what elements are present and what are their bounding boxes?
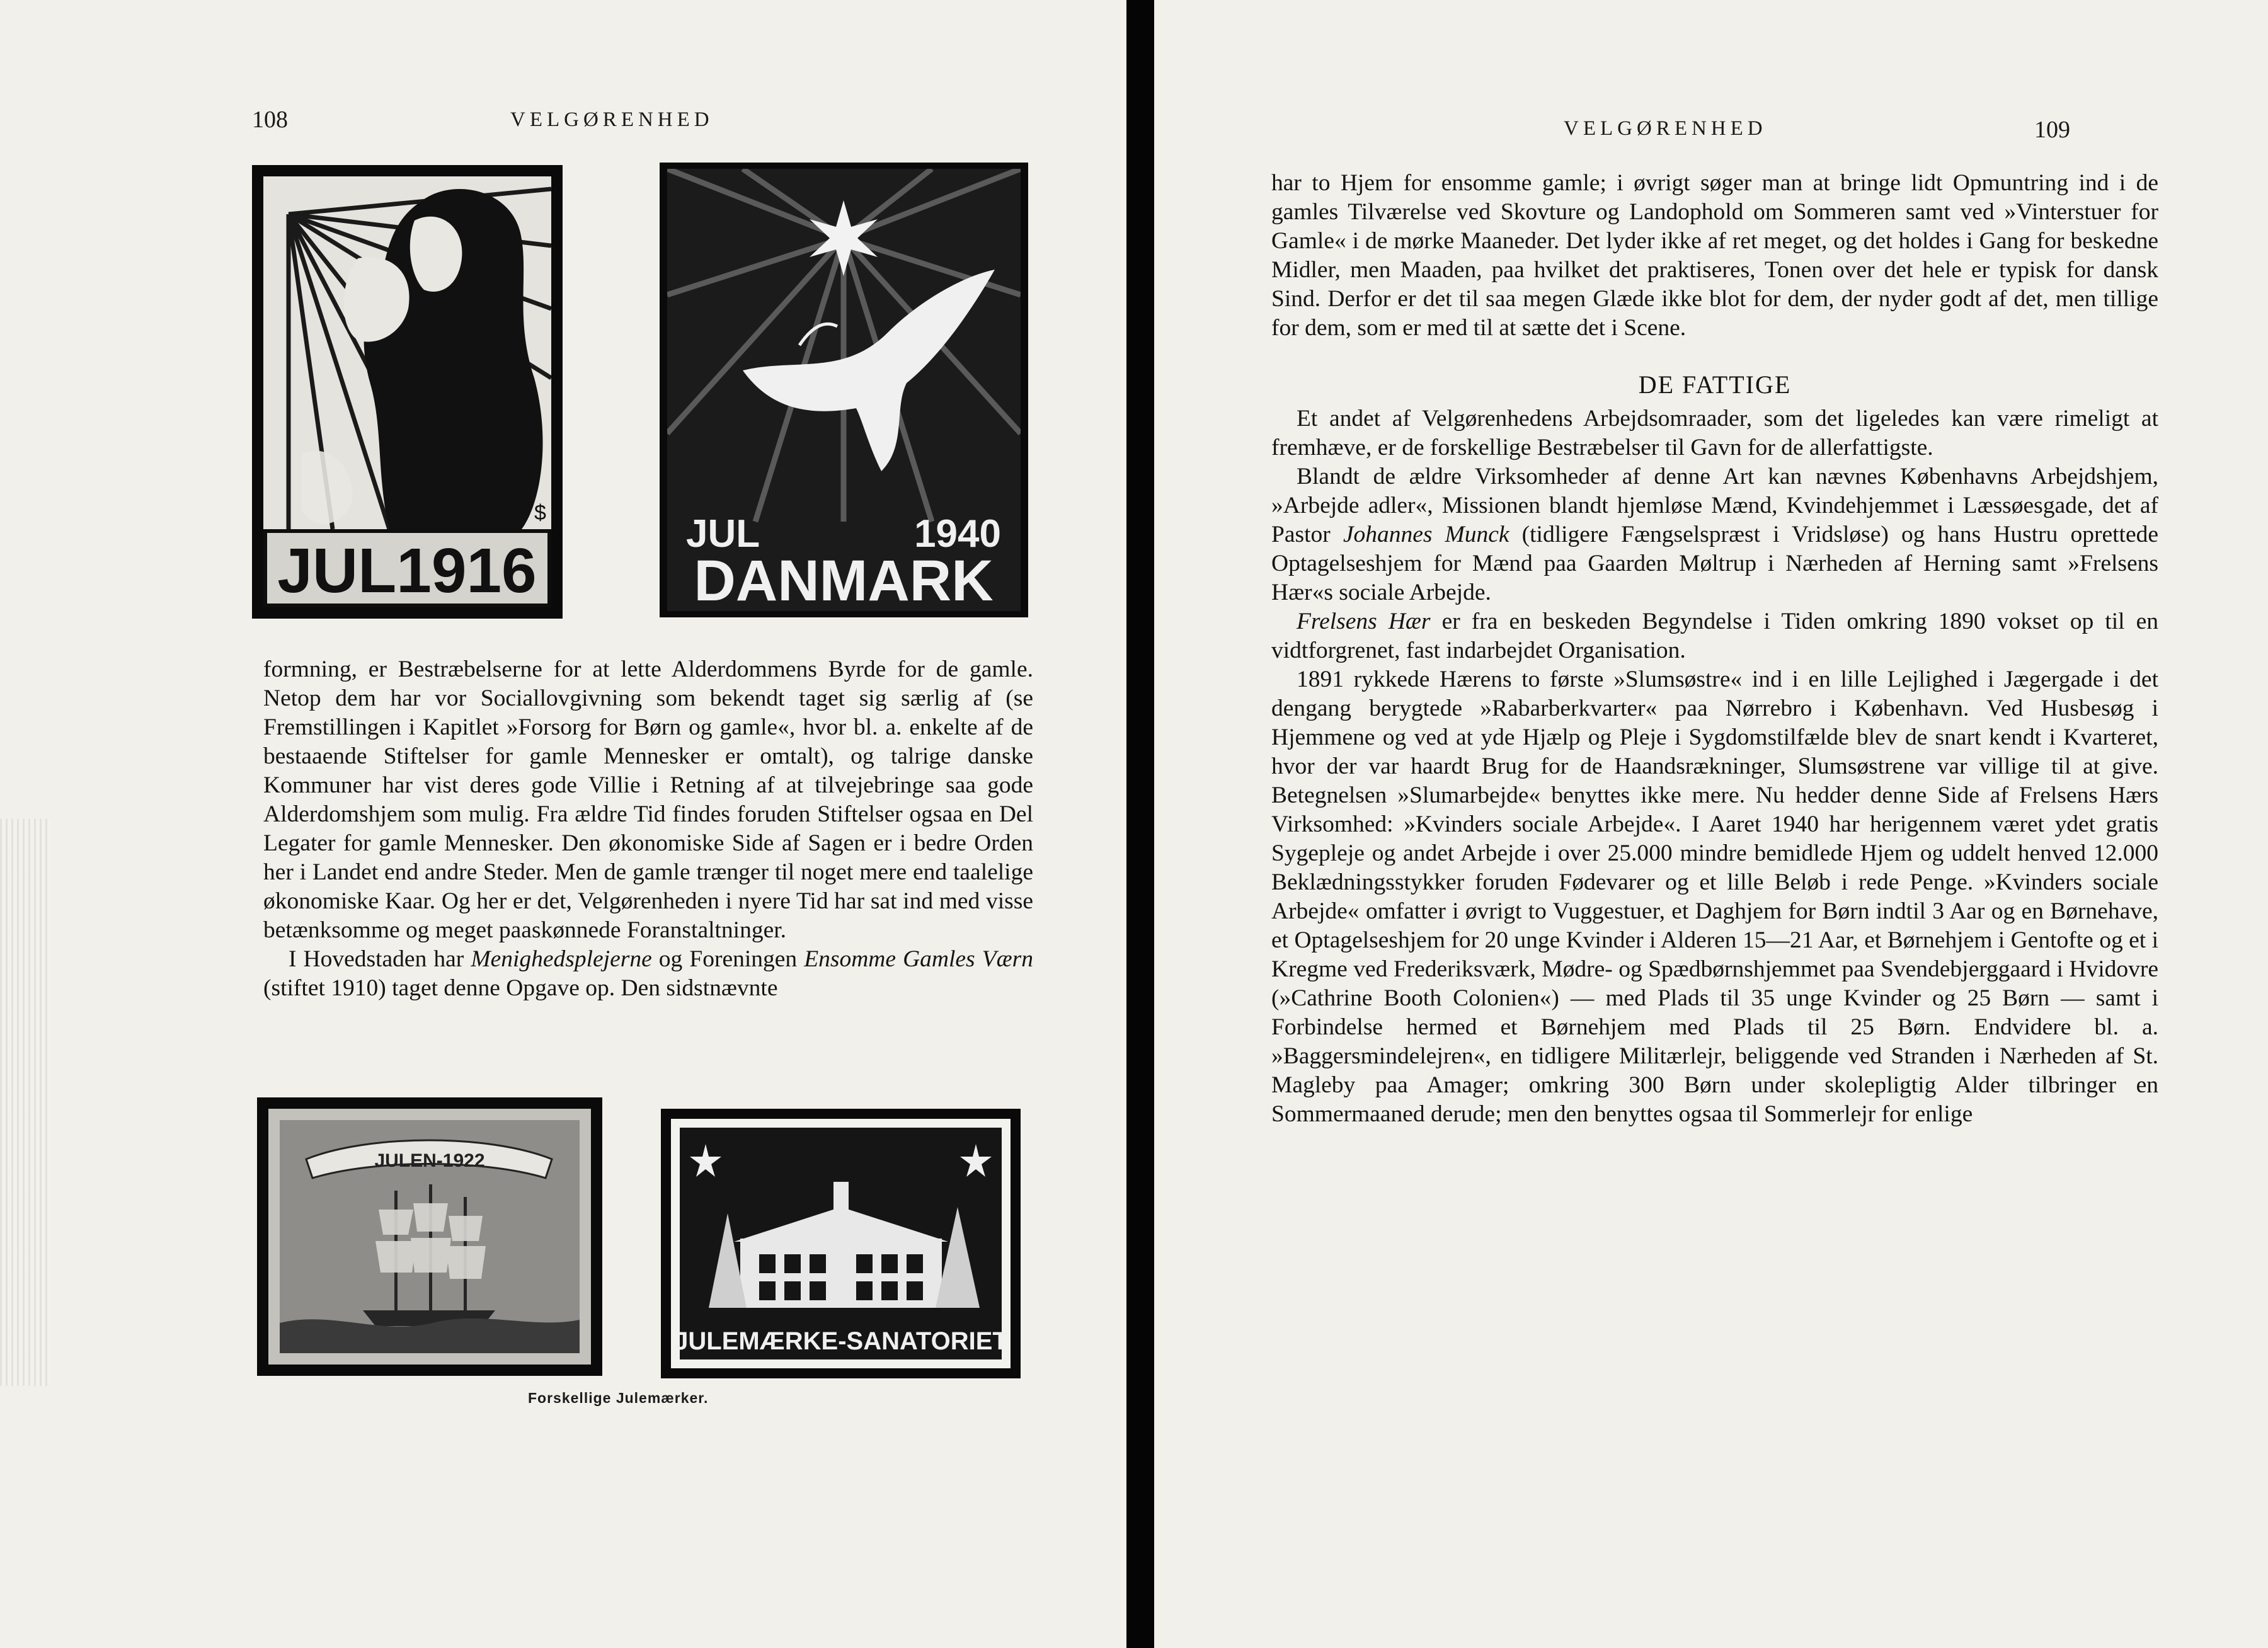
left-paragraph-2: I Hovedstaden har Menighedsplejerne og Foreningen Ensomme Gamles Værn (stiftet 1910) taget denne Opgave op. Den sidstnævnte bbox=[263, 946, 1033, 1001]
stamp-jul-1916 bbox=[252, 165, 563, 619]
stamp-julen-1922 bbox=[257, 1097, 602, 1376]
stamp-jul-1940-word: JUL bbox=[686, 512, 760, 556]
stamp-jul-1916-illustration bbox=[263, 176, 551, 607]
right-paragraph-3: Blandt de ældre Virksomheder af denne Art kan nævnes Københavns Arbejdshjem, »Arbejde adler«, Missionen blandt hjemløse Mænd, Kvindehjemmet i Læssøesgade, det af Pastor Johannes Munck (tidligere Fængselspræst i Vridsløse) og hans Hustru oprettede Optagelseshjem for Mænd paa Gaarden Møltrup i Nærheden af Herning samt »Frelsens Hær«s sociale Arbejde. bbox=[1271, 464, 2158, 605]
page-number-left: 108 bbox=[252, 106, 288, 133]
right-paragraph-5: 1891 rykkede Hærens to første »Slumsøstre« ind i en lille Lejlighed i Jægergade i det dengang berygtede »Rabarberkvarter« paa Nørrebro i København. Ved Husbesøg i Hjemmene og ved at yde Hjælp og Pleje i Sygdomstilfælde blev de snart kendt i Kvarteret, hvor der var haardt Brug for de Haandsrækninger, Slumsøstrene var villige til at give. Betegnelsen »Slumarbejde« benyttes ikke mere. Nu hedder denne Side af Frelsens Hærs Virksomhed: »Kvinders sociale Arbejde«. I Aaret 1940 har herigennem været ydet gratis Sygepleje og andet Arbejde i over 25.000 mindre bemidlede Hjem og uddelt henved 12.000 Beklædningsstykker foruden Fødevarer og et lille Beløb i rede Penge. »Kvinders sociale Arbejde« omfatter i øvrigt to Vuggestuer, et Daghjem for Børn indtil 3 Aar og en Børnehave, et Optagelseshjem for 20 unge Kvinder i Alderen 15—21 Aar, et Børnehjem i Gentofte og et i Kregme ved Frederiksværk, Mødre- og Spædbørnshjemmet paa Svendebjerggaard i Hvidovre (»Cathrine Booth Colonien«) — med Plads til 35 unge Kvinder og 25 Børn — samt i Forbindelse hermed et Børnehjem med Plads til 25 Børn. Endvidere bl. a. »Baggersmindelejren«, en tidligere Militærlejr, beliggende ved Stranden i Nærheden af St. Magleby paa Amager; omkring 300 Børn under skolepligtig Alder tilbringer en Sommermaaned derude; men den benyttes ogsaa til Sommerlejr for enlige bbox=[1271, 667, 2158, 1127]
stamp-jul-1940-country: DANMARK bbox=[694, 549, 994, 611]
svg-text:$: $ bbox=[534, 501, 546, 525]
right-paragraph-2: Et andet af Velgørenhedens Arbejdsomraader, som det ligeledes kan være rimeligt at fremhæve, er de forskellige Bestræbelser til Gavn for de allerfattigste. bbox=[1271, 406, 2158, 461]
page-edge-strip bbox=[0, 819, 50, 1386]
right-paragraph-1: har to Hjem for ensomme gamle; i øvrigt søger man at bringe lidt Opmuntring ind i de gamles Tilværelse ved Skovture og Landophold om Sommeren samt ved »Vinterstuer for Gamle« i de mørke Maaneder. Det lyder ikke af ret meget, og det holdes i Gang for beskedne Midler, men Maaden, paa hvilket det praktiseres, Tonen over det hele er typisk for dansk Sind. Derfor er det til saa megen Glæde ikke blot for dem, der nyder godt af det, men tillige for dem, som er med til at sætte det i Scene. bbox=[1271, 170, 2158, 341]
right-page bbox=[1154, 0, 2268, 1648]
page-number-right: 109 bbox=[2034, 117, 2070, 143]
left-page bbox=[0, 0, 1126, 1648]
figure-caption: Forskellige Julemærker. bbox=[528, 1390, 709, 1406]
stamp-julen-1922-banner: JULEN-1922 bbox=[374, 1150, 485, 1171]
stamp-jul-1940-danmark bbox=[660, 163, 1028, 617]
stamp-julemaerke-sanatoriet bbox=[661, 1109, 1021, 1378]
stamp-sanatoriet-illustration bbox=[671, 1119, 1011, 1368]
right-paragraph-4: Frelsens Hær er fra en beskeden Begyndelse i Tiden omkring 1890 vokset op til en vidtforgrenet, fast indarbejdet Organisation. bbox=[1271, 609, 2158, 663]
left-paragraph-1: formning, er Bestræbelserne for at lette Alderdommens Byrde for de gamle. Netop dem har vor Sociallovgivning som bekendt taget sig særlig af (se Fremstillingen i Kapitlet »Forsorg for Børn og gamle«, hvor bl. a. enkelte af de bestaaende Stiftelser for gamle Mennesker er omtalt), og talrige danske Kommuner har vist deres gode Villie i Retning af at tilvejebringe saa gode Alderdomshjem som mulig. Fra ældre Tid findes foruden Stiftelser ogsaa en Del Legater for gamle Mennesker. Den økonomiske Side af Sagen er i bedre Orden her i Landet end andre Steder. Men de gamle trænger til noget mere end taalelige økonomiske Kaar. Og her er det, Velgørenheden i nyere Tid har sat ind med visse betænksomme og meget paaskønnede Foranstaltninger. bbox=[263, 656, 1033, 943]
section-title: DE FATTIGE bbox=[1638, 370, 1792, 399]
stamp-jul-1940-illustration bbox=[667, 169, 1021, 611]
left-body-text bbox=[263, 655, 1033, 1003]
running-head-right: VELGØRENHED bbox=[1564, 117, 1767, 140]
stamp-jul-1916-label: JUL1916 bbox=[277, 535, 537, 606]
right-body-text bbox=[1271, 169, 2158, 1129]
stamp-sanatoriet-banner: JULEMÆRKE-SANATORIET bbox=[674, 1327, 1008, 1355]
stamp-julen-1922-illustration bbox=[268, 1109, 591, 1365]
running-head-left: VELGØRENHED bbox=[510, 108, 714, 131]
stamp-jul-1940-year: 1940 bbox=[914, 512, 1001, 556]
